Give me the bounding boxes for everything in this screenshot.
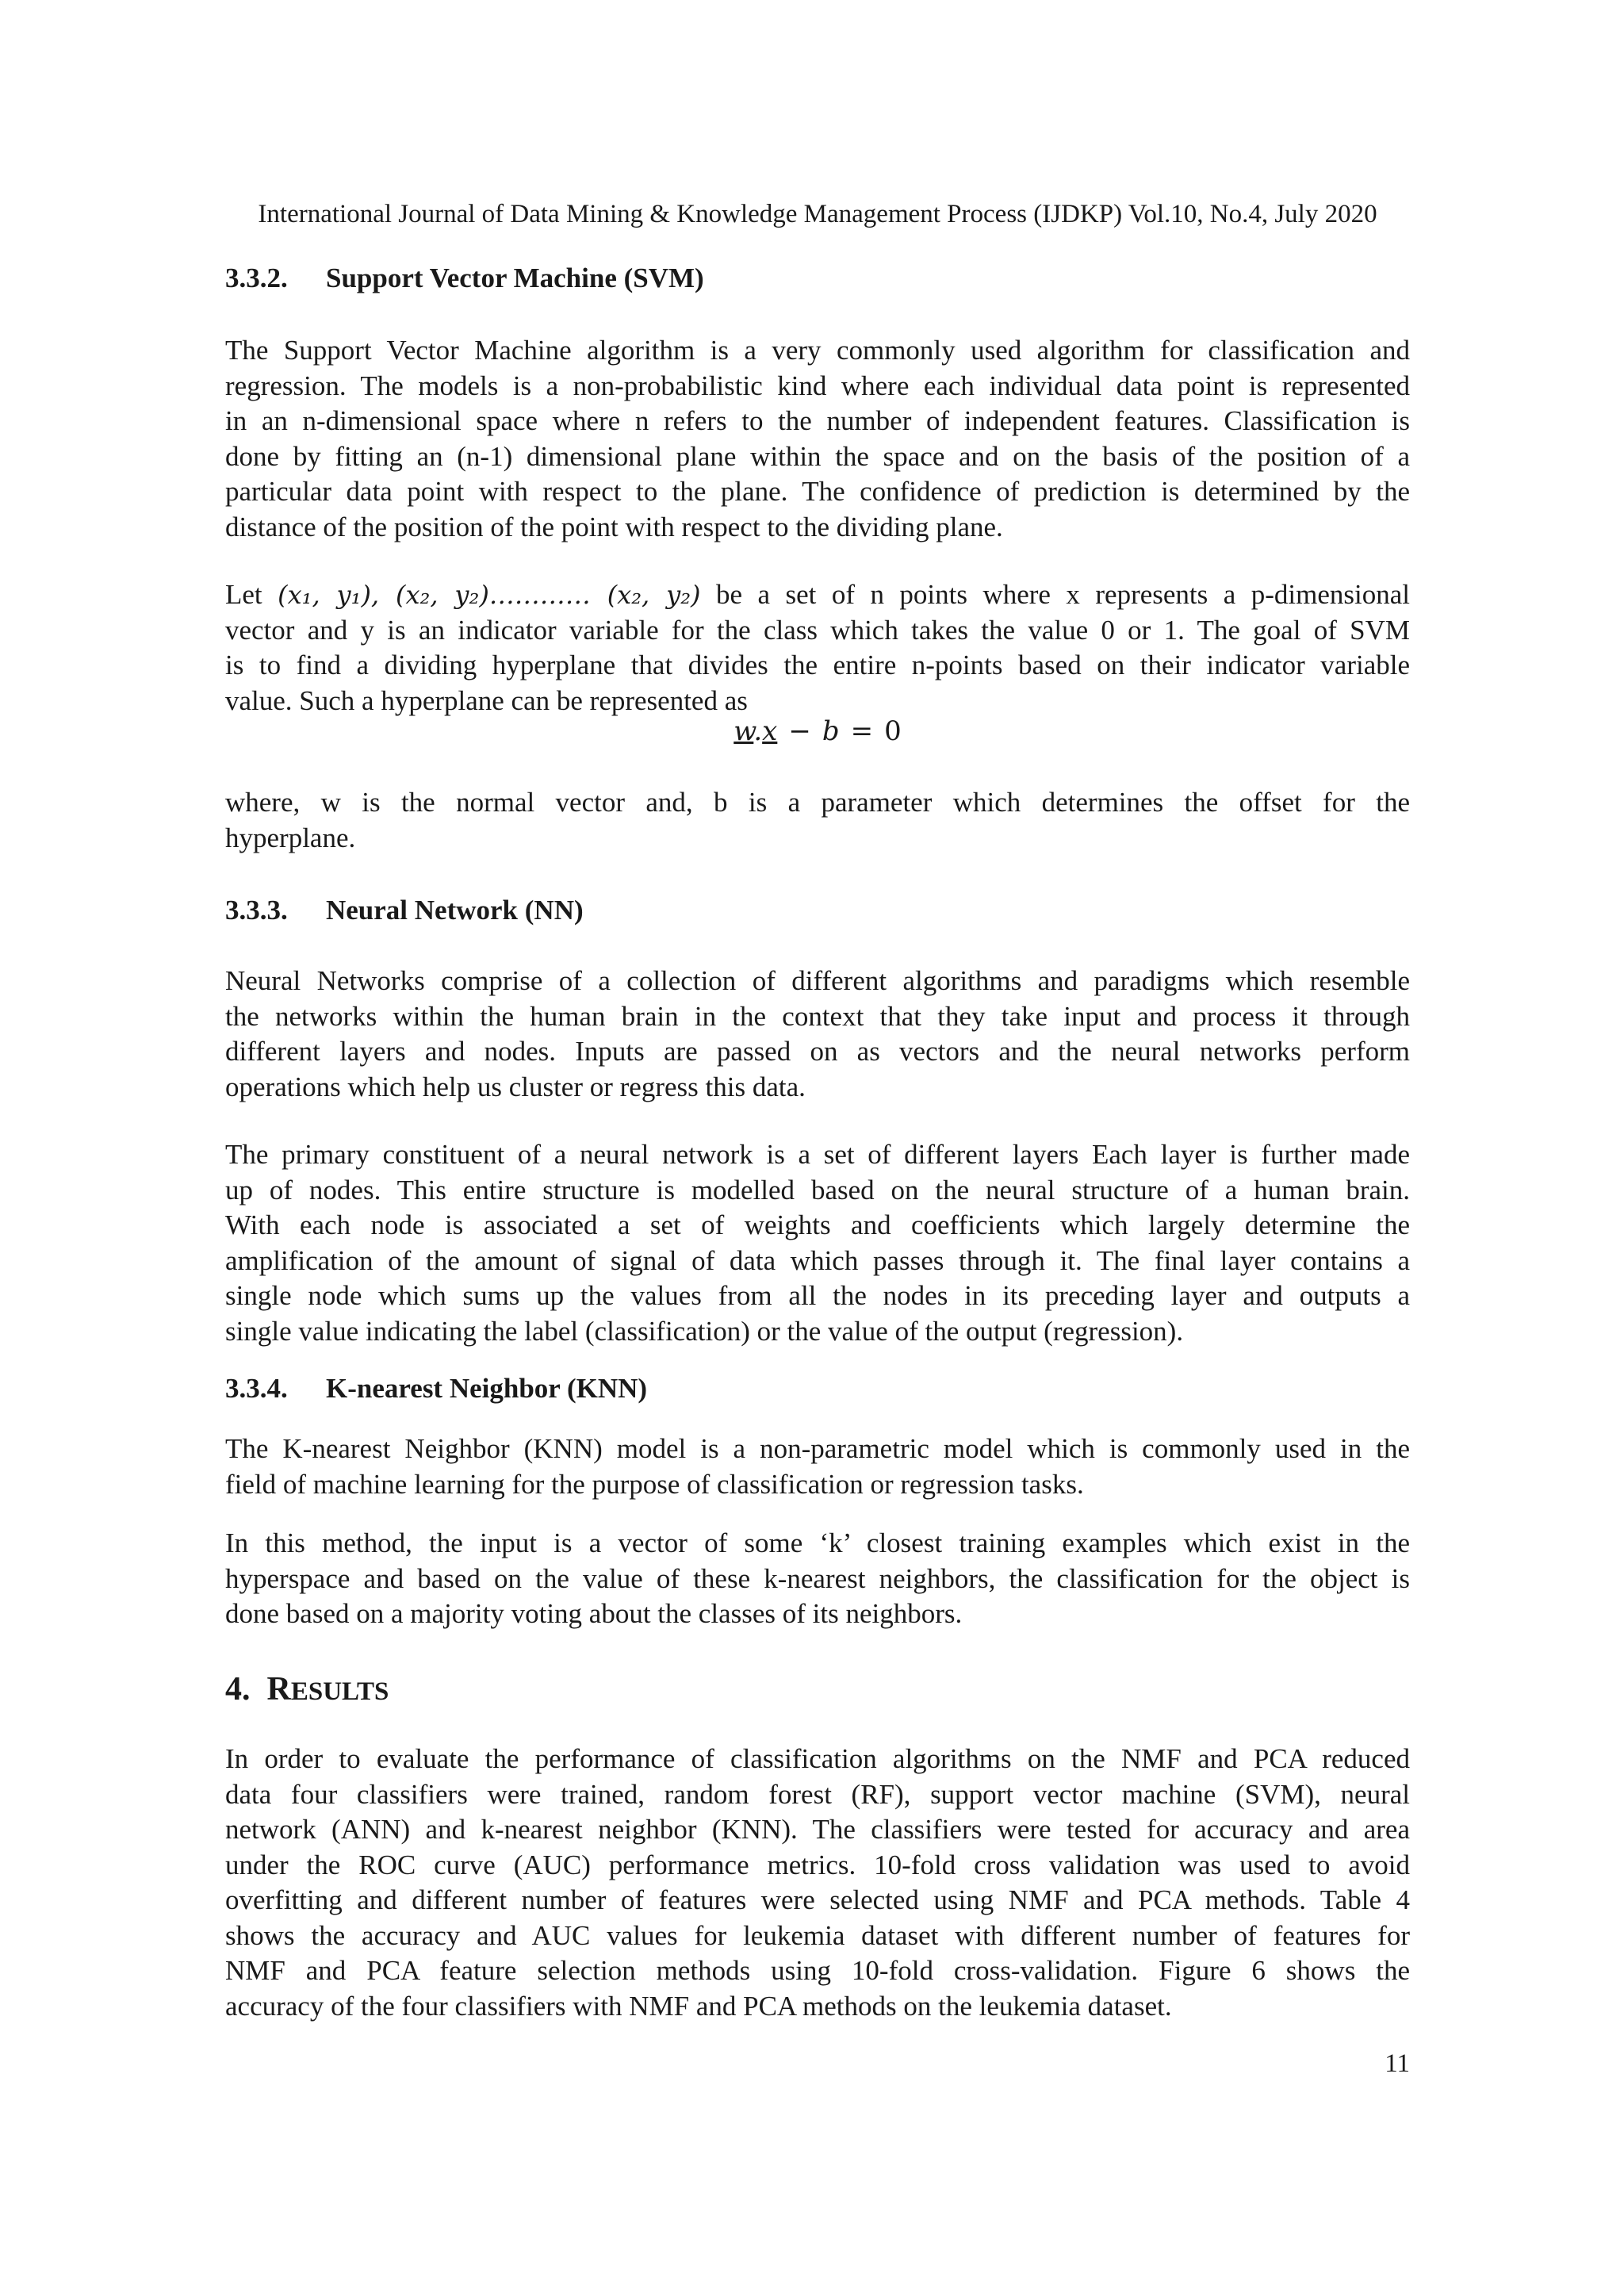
text-line: In order to evaluate the performance of classification algorithms on the NMF and PCA reduced — [225, 1743, 1410, 1774]
section-title-rest: ESULTS — [290, 1677, 389, 1706]
text-line: done by fitting an (n-1) dimensional plane within the space and on the basis of the position of a — [225, 440, 1410, 472]
text-line: hyperplane. — [225, 822, 356, 853]
text-line — [225, 577, 1410, 613]
text-line: field of machine learning for the purpose of classification or regression tasks. — [225, 1468, 1084, 1500]
results-paragraph — [225, 1742, 1410, 2024]
text-line: regression. The models is a non-probabilistic kind where each individual data point is represented — [225, 370, 1410, 401]
text-line: accuracy of the four classifiers with NMF and PCA methods on the leukemia dataset. — [225, 1990, 1172, 2022]
svm-paragraph-3 — [225, 785, 1410, 856]
eq-w: w — [733, 715, 754, 747]
section-number: 4. — [225, 1671, 251, 1708]
heading-number: 3.3.4. — [225, 1373, 288, 1404]
text-line: operations which help us cluster or regress this data. — [225, 1071, 806, 1102]
text-line: single value indicating the label (classification) or the value of the output (regression). — [225, 1315, 1184, 1347]
eq-minus: − — [788, 715, 811, 747]
paper-page — [225, 0, 1410, 2296]
text-line: vector and y is an indicator variable for the class which takes the value 0 or 1. The goal of SVM — [225, 614, 1410, 646]
eq-zero: 0 — [884, 715, 902, 747]
heading-3-3-3 — [225, 894, 584, 927]
text-line: Neural Networks comprise of a collection of different algorithms and paradigms which resemble — [225, 965, 1410, 996]
heading-3-3-2 — [225, 262, 704, 295]
text-line: The primary constituent of a neural network is a set of different layers Each layer is further made — [225, 1139, 1410, 1170]
let-rest: be a set of n points where x represents a p-dimensional — [715, 579, 1410, 610]
knn-paragraph-1 — [225, 1432, 1410, 1502]
text-line: different layers and nodes. Inputs are passed on as vectors and the neural networks perform — [225, 1036, 1410, 1067]
text-line: the networks within the human brain in the context that they take input and process it through — [225, 1000, 1410, 1032]
text-line: network (ANN) and k-nearest neighbor (KNN). The classifiers were tested for accuracy and area — [225, 1814, 1410, 1845]
heading-number: 3.3.3. — [225, 895, 288, 926]
text-line: is to find a dividing hyperplane that divides the entire n-points based on their indicator variable — [225, 650, 1410, 680]
hyperplane-equation — [225, 714, 1410, 749]
eq-x: x — [762, 715, 778, 747]
text-line: shows the accuracy and AUC values for leukemia dataset with different number of features for — [225, 1919, 1410, 1951]
section-results-title — [225, 1669, 389, 1711]
heading-title: Support Vector Machine (SVM) — [326, 263, 704, 293]
heading-title: Neural Network (NN) — [326, 895, 584, 926]
point-set-math: (x₁, y₁), (x₂, y₂)………… (x₂, y₂) — [278, 580, 701, 610]
section-title-initial: R — [266, 1671, 291, 1708]
text-line: In this method, the input is a vector of some ‘k’ closest training examples which exist in the — [225, 1527, 1410, 1558]
text-line: data four classifiers were trained, random forest (RF), support vector machine (SVM), neural — [225, 1778, 1410, 1810]
svm-paragraph-1 — [225, 333, 1410, 545]
text-line: The K-nearest Neighbor (KNN) model is a non-parametric model which is commonly used in the — [225, 1433, 1410, 1464]
text-line: single node which sums up the values from all the nodes in its preceding layer and outputs a — [225, 1280, 1410, 1311]
eq-equals: = — [850, 715, 874, 747]
text-line: where, w is the normal vector and, b is a parameter which determines the offset for the — [225, 787, 1410, 818]
svm-paragraph-2 — [225, 577, 1410, 719]
text-line: overfitting and different number of features were selected using NMF and PCA methods. Table 4 — [225, 1884, 1410, 1915]
text-line: in an n-dimensional space where n refers to the number of independent features. Classification is — [225, 405, 1410, 436]
nn-paragraph-2 — [225, 1137, 1410, 1349]
text-line: value. Such a hyperplane can be represented as — [225, 684, 748, 716]
text-line: distance of the position of the point with respect to the dividing plane. — [225, 511, 1003, 542]
text-line: particular data point with respect to the plane. The confidence of prediction is determined by the — [225, 476, 1410, 507]
text-line: With each node is associated a set of weights and coefficients which largely determine the — [225, 1209, 1410, 1240]
text-line: hyperspace and based on the value of these k-nearest neighbors, the classification for the object is — [225, 1562, 1410, 1594]
text-line: under the ROC curve (AUC) performance metrics. 10-fold cross validation was used to avoid — [225, 1849, 1410, 1880]
let-word: Let — [225, 579, 262, 610]
heading-3-3-4 — [225, 1372, 647, 1405]
text-line: done based on a majority voting about the classes of its neighbors. — [225, 1598, 963, 1629]
page-number: 11 — [1385, 2049, 1410, 2078]
nn-paragraph-1 — [225, 964, 1410, 1105]
eq-b: b — [822, 715, 840, 747]
eq-dot: . — [753, 715, 763, 747]
text-line: up of nodes. This entire structure is modelled based on the neural structure of a human brain. — [225, 1174, 1410, 1205]
text-line: amplification of the amount of signal of data which passes through it. The final layer contains a — [225, 1244, 1410, 1276]
text-line: The Support Vector Machine algorithm is a very commonly used algorithm for classification and — [225, 335, 1410, 366]
knn-paragraph-2 — [225, 1526, 1410, 1632]
text-line: NMF and PCA feature selection methods using 10-fold cross-validation. Figure 6 shows the — [225, 1955, 1410, 1986]
running-header: International Journal of Data Mining & Knowledge Management Process (IJDKP) Vol.10, No.4, July 2020 — [258, 200, 1377, 228]
heading-number: 3.3.2. — [225, 263, 288, 293]
heading-title: K-nearest Neighbor (KNN) — [326, 1373, 648, 1404]
